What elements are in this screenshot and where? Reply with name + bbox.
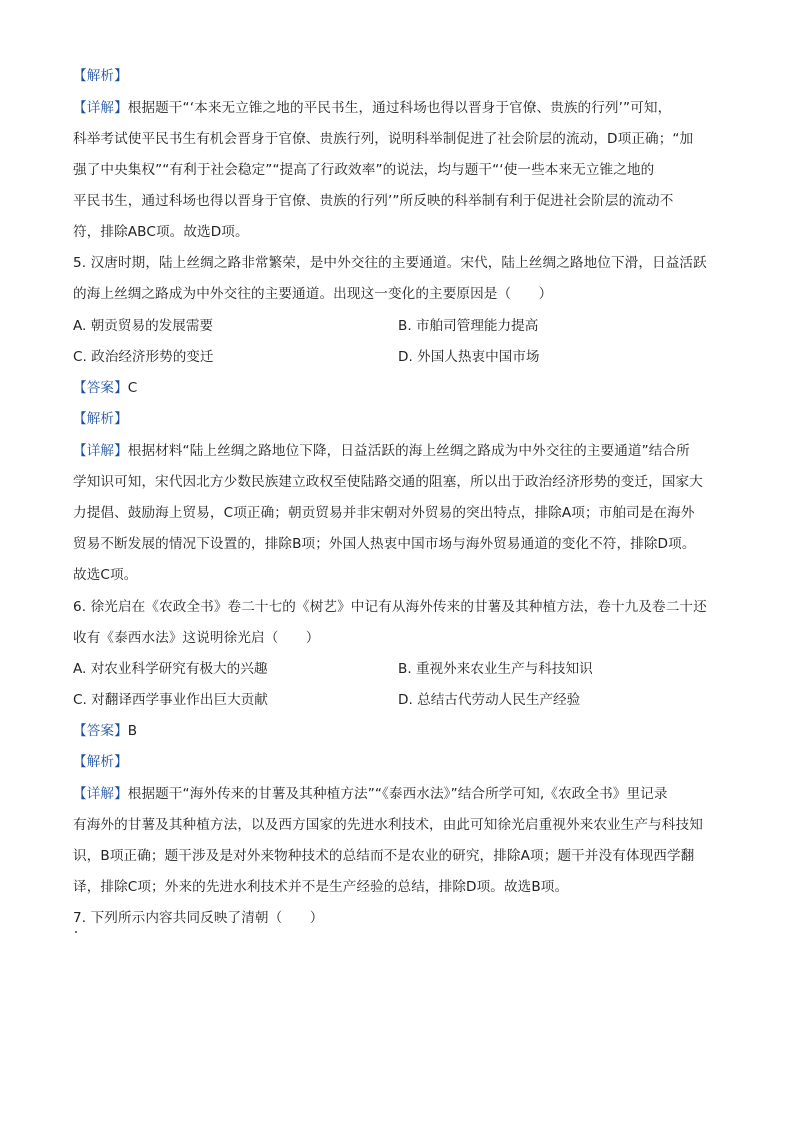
q7-stem-line: 7. 下列所示内容共同反映了清朝（ ） [73,910,324,926]
q6-option-c: C. 对翻译西学事业作出巨大贡献 [73,692,268,708]
q6-detail-line: 译，排除C项；外来的先进水利技术并不是生产经验的总结，排除D项。故选B项。 [73,879,569,895]
q5-answer-value: C [127,380,138,396]
q4-detail-line: 符，排除ABC项。故选D项。 [73,224,249,240]
q6-detail-line: 识，B项正确；题干涉及是对外来物种技术的总结而不是农业的研究，排除A项；题干并没有体现西学翻 [73,848,695,864]
q6-option-d: D. 总结古代劳动人民生产经验 [398,692,581,708]
q4-analysis-heading: 【解析】 [73,68,128,84]
q6-stem-line: 收有《泰西水法》这说明徐光启（ ） [73,630,320,646]
q5-option-d: D. 外国人热衷中国市场 [398,349,540,365]
stray-dot-mark [75,931,77,933]
q6-answer-value: B [127,723,138,739]
q4-detail-line [73,98,723,118]
q5-detail-line [73,441,723,461]
q5-detail-line: 学知识可知，宋代因北方少数民族建立政权至使陆路交通的阻塞，所以出于政治经济形势的变迁，国家大 [73,474,703,490]
q4-detail-line: 强了中央集权”“有利于社会稳定”“提高了行政效率”的说法，均与题干“‘使一些本来无立锥之地的 [73,162,655,178]
q5-detail-line: 贸易不断发展的情况下设置的，排除B项；外国人热衷中国市场与海外贸易通道的变化不符，排除D项。 [73,536,696,552]
q6-detail-line [73,784,723,804]
q5-detail-line: 故选C项。 [73,567,138,583]
q6-detail-text: 根据题干“海外传来的甘薯及其种植方法”“《泰西水法》”结合所学可知,《农政全书》里记录 [127,786,668,802]
q6-analysis-heading: 【解析】 [73,754,128,770]
q4-detail-line: 科举考试使平民书生有机会晋身于官僚、贵族行列，说明科举制促进了社会阶层的流动，D项正确；“加 [73,131,694,147]
q5-answer-tag: 【答案】 [73,380,128,396]
q4-detail-line: 平民书生，通过科场也得以晋身于官僚、贵族的行列’”所反映的科举制有利于促进社会阶层的流动不 [73,193,674,209]
q5-stem-line: 的海上丝绸之路成为中外交往的主要通道。出现这一变化的主要原因是（ ） [73,286,553,302]
q5-detail-line: 力提倡、鼓励海上贸易，C项正确；朝贡贸易并非宋朝对外贸易的突出特点，排除A项；市舶司是在海外 [73,505,695,521]
q6-answer-tag: 【答案】 [73,723,128,739]
q4-detail-tag: 【详解】 [73,100,128,116]
q6-detail-line: 有海外的甘薯及其种植方法，以及西方国家的先进水利技术，由此可知徐光启重视外来农业生产与科技知 [73,817,703,833]
q6-answer-line [73,721,723,741]
q4-detail-text: 根据题干“‘本来无立锥之地的平民书生，通过科场也得以晋身于官僚、贵族的行列’”可知， [127,100,672,116]
q5-option-a: A. 朝贡贸易的发展需要 [73,318,214,334]
q5-option-c: C. 政治经济形势的变迁 [73,349,214,365]
q6-stem-line: 6. 徐光启在《农政全书》卷二十七的《树艺》中记有从海外传来的甘薯及其种植方法，卷十九及卷二十还 [73,599,707,615]
q5-detail-text: 根据材料“陆上丝绸之路地位下降，日益活跃的海上丝绸之路成为中外交往的主要通道”结合所 [127,443,690,459]
q5-answer-line [73,378,723,398]
q6-detail-tag: 【详解】 [73,786,128,802]
q5-option-b: B. 市舶司管理能力提高 [398,318,539,334]
q5-detail-tag: 【详解】 [73,443,128,459]
q6-option-a: A. 对农业科学研究有极大的兴趣 [73,661,268,677]
q6-option-b: B. 重视外来农业生产与科技知识 [398,661,593,677]
q5-analysis-heading: 【解析】 [73,411,128,427]
q5-stem-line: 5. 汉唐时期，陆上丝绸之路非常繁荣，是中外交往的主要通道。宋代，陆上丝绸之路地位下滑，日益活跃 [73,255,707,271]
